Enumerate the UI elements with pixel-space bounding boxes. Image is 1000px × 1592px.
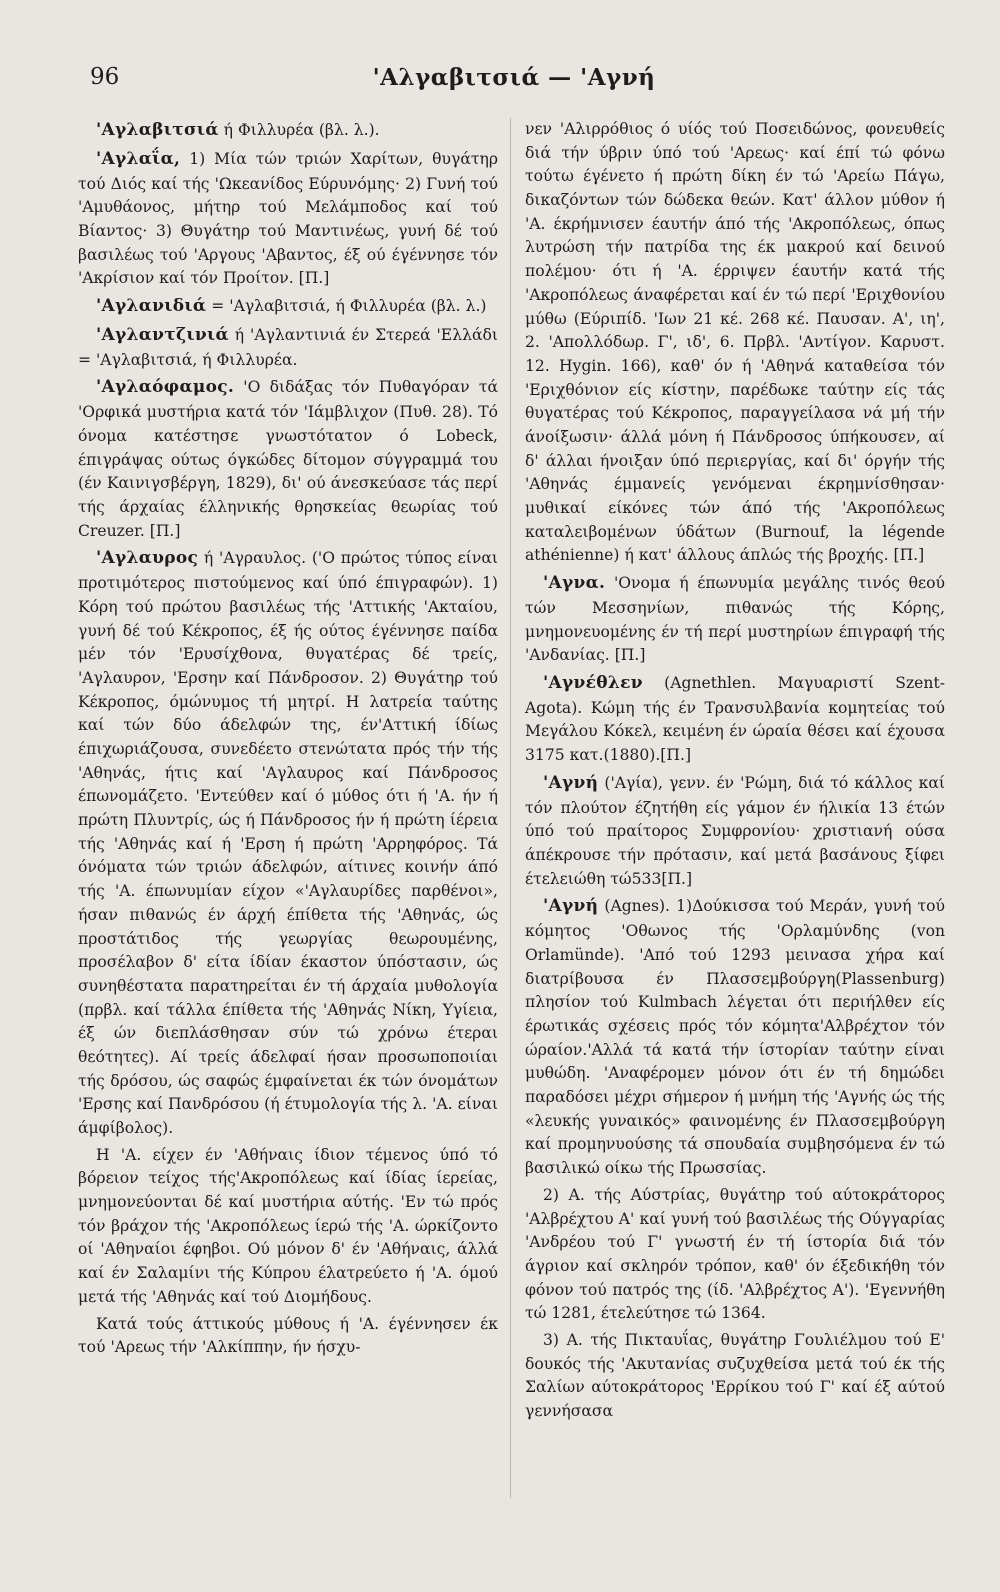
entry-text: ή Φιλλυρέα (βλ. λ.). — [218, 121, 380, 139]
dictionary-entry — [525, 1184, 945, 1326]
dictionary-entry — [525, 671, 945, 768]
entry-headword: 'Αγνέθλεν — [543, 672, 643, 693]
entry-text: 1) Μία τών τριών Χαρίτων, θυγάτηρ τού Διός καί τής 'Ωκεανίδος Εύρυνόμης· 2) Γυνή τού 'Αμυθάονος, μήτηρ τού Μελάμποδος καί τού Βίαντος· 3) Θυγάτηρ τού Μαντινέως, γυνή δέ τού βασιλέως τού 'Αργους 'Αβαντος, έξ ού έγέννησε τόν 'Ακρίσιον καί τόν Προίτον. [Π.] — [78, 149, 498, 288]
right-column — [525, 118, 945, 1427]
dictionary-entry — [525, 894, 945, 1180]
dictionary-entry — [78, 147, 498, 291]
entry-text: νεν 'Αλιρρόθιος ό υίός τού Ποσειδώνος, φονευθείς διά τήν ύβριν ύπό τού 'Αρεως· καί έπί τώ φόνω τούτω έγένετο ή πρώτη δίκη έν τώ 'Αρείω Πάγω, δικαζόντων τών δώδεκα θεών. Κατ' άλλον μύθον ή 'Α. έκρήμνισεν έαυτήν άπό τής 'Ακροπόλεως, όπως λυτρώση τήν πατρίδα της έκ μακρού καί δεινού πολέμου· ότι ή 'Α. έρριψεν έαυτήν κατά τής 'Ακροπόλεως άναφέρεται καί έν τώ περί 'Εριχθονίου μύθω (Εύριπίδ. 'Ιων 21 κέ. 268 κέ. Παυσαν. Α', ιη', 2. 'Απολλόδωρ. Γ', ιδ', 6. Πρβλ. 'Αντίγον. Καρυστ. 12. Hygin. 166), καθ' όν ή 'Αθηνά καταθείσα τόν 'Εριχθόνιον είς κίστην, παρέδωκε ταύτην είς τάς θυγατέρας τού Κέκροπος, παραγγείλασα νά μή τήν άνοίξωσιν· άλλά μόνη ή Πάνδροσος ύπήκουσεν, αί δ' άλλαι ήνοιξαν ύπό περιεργίας, καί δι' όργήν τής 'Αθηνάς έμμανείς γενόμεναι έκρημνίσθησαν· μυθικαί είκόνες τών άπό τής 'Ακροπόλεως καταλειβομένων ύδάτων (Burnouf, la légende athénienne) ή κατ' άλλους άπλώς τής βροχής. [Π.] — [525, 120, 945, 565]
dictionary-entry — [525, 771, 945, 892]
entry-headword: 'Αγλαυρος — [96, 548, 199, 569]
entry-text: 'Ο διδάξας τόν Πυθαγόραν τά 'Ορφικά μυστήρια κατά τόν 'Ιάμβλιχον (Πυθ. 28). Τό όνομα κατέστησε γνωστότατον ό Lobeck, έπιγράψας ούτως όγκώδες δίτομον σύγγραμμά του (έν Καινιγσβέργη, 1829), δι' ού άνεσκεύασε τάς περί τής άρχαίας έλληνικής θρησκείας θεωρίας τού Creuzer. [Π.] — [78, 378, 498, 540]
left-column — [78, 118, 498, 1363]
entry-headword: 'Αγλανιδιά — [96, 296, 207, 317]
dictionary-entry — [78, 546, 498, 1140]
entry-headword: 'Αγλαντζινιά — [96, 324, 229, 345]
entry-text: (Agnethlen. Μαγυαριστί Szent-Agota). Κώμη τής έν Τρανσυλβανία κομητείας τού Μεγάλου Κόκελ, κειμένη έν ώραία θέσει καί έχουσα 3175 κατ.(1880).[Π.] — [525, 673, 945, 765]
entry-headword: 'Αγλαβιτσιά — [96, 120, 219, 140]
running-title: 'Αλγαβιτσιά — 'Αγνή — [372, 64, 656, 91]
entry-text: 2) Α. τής Αύστρίας, θυγάτηρ τού αύτοκράτορος 'Αλβρέχτου Α' καί γυνή τού βασιλέως τής Ούγγαρίας 'Ανδρέου τού Γ' γνωστή έν τή ίστορία διά τόν άγριον καί σκληρόν τρόπον, καθ' όν έξεδικήθη τόν φόνον τού πατρός της (ίδ. 'Αλβρέχτος Α'). 'Εγεννήθη τώ 1281, έτελεύτησε τώ 1364. — [525, 1185, 945, 1323]
entry-text: ή 'Αγραυλος. ('Ο πρώτος τύπος είναι προτιμότερος πιστούμενος καί ύπό έπιγραφών). 1) Κόρη τού πρώτου βασιλέως τής 'Αττικής 'Ακταίου, γυνή δέ τού Κέκροπος, έξ ής ούτος έγέννησε παίδα μέν τόν 'Ερυσίχθονα, θυγατέρας δέ τρείς, 'Αγλαυρον, 'Ερσην καί Πάνδροσον. 2) Θυγάτηρ τού Κέκροπος, όμώνυμος τή μητρί. Η λατρεία ταύτης καί τών δύο άδελφών της, έν'Αττική ίδίως έπιχωριάζουσα, συνεδέετο στενώτατα πρός τήν τής 'Αθηνάς, ήτις καί 'Αγλαυρος καί Πάνδροσος έπωνομάζετο. 'Εντεύθεν καί ό μύθος ότι ή 'Α. ήν ή πρώτη Πλυντρίς, ώς ή Πάνδροσος ήν ή πρώτη ίέρεια τής 'Αθηνάς καί ή 'Ερση ή πρώτη 'Αρρηφόρος. Τά όνόματα τών τριών άδελφών, αίτινες κοινήν άπό τής 'Α. έπωνυμίαν είχον «'Αγλαυρίδες παρθένοι», ήσαν πιθανώς έν άρχή έπίθετα τής 'Αθηνάς, ώς προστάτιδος τής γεωργίας θεωρουμένης, προσέλαβον δ' είτα ίδίαν έκαστον ύπόστασιν, ώς συνηθέστατα παρατηρείται έν τή άρχαία μυθολογία (πρβλ. καί τάλλα έπίθετα τής 'Αθηνάς Νίκη, Υγίεια, έξ ών διεπλάσθησαν σύν τώ χρόνω έτεραι θεότητες). Αί τρείς άδελφαί ήσαν προσωποποιίαι τής δρόσου, ώς σαφώς έμφαίνεται έκ τών όνομάτων 'Ερσης καί Πανδρόσου (ή έτυμολογία τής λ. 'Α. είναι άμφίβολος). — [78, 549, 498, 1138]
dictionary-entry — [525, 571, 945, 668]
entry-headword: 'Αγνα. — [543, 573, 606, 594]
page-number: 96 — [90, 64, 120, 90]
entry-headword: 'Αγνή — [543, 772, 599, 793]
entry-headword: 'Αγλαόφαμος. — [96, 377, 235, 398]
entry-text: ή 'Αγλαντινιά έν Στερεά 'Ελλάδι = 'Αγλαβιτσιά, ή Φιλλυρέα. — [78, 325, 498, 369]
entry-text: (Agnes). 1)Δούκισσα τού Μεράν, γυνή τού κόμητος 'Οθωνος τής 'Ορλαμύνδης (von Orlamünde). 'Από τού 1293 μεινασα χήρα καί διατρίβουσα έν Πλασσεμβούργη(Plassenburg) πλησίον τού Kulmbach λέγεται ότι περιήλθεν είς έρωτικάς σχέσεις πρός τόν κόμητα'Αλβρέχτον τόν ώραίον.'Αλλά τά κατά τήν ίστορίαν ταύτην είναι μυθώδη. 'Αναφέρομεν μόνον ότι έν τή δημώδει παραδόσει μέχρι σήμερον ή μνήμη τής 'Αγνής ώς τής «λευκής γυναικός» φαινομένης έν Πλασσεμβούργη καί προμηνυούσης τά σπουδαία συμβησόμενα έν τώ βασιλικώ οίκω τής Πρωσσίας. — [525, 897, 945, 1178]
entry-headword: 'Αγνή — [543, 896, 599, 917]
dictionary-entry — [78, 323, 498, 373]
column-divider — [510, 118, 511, 1498]
entry-text: Η 'Α. είχεν έν 'Αθήναις ίδιον τέμενος ύπό τό βόρειον τείχος τής'Ακροπόλεως καί ίδίας ίερείας, μνημονεύονται δέ καί μυστήρια αύτής. 'Εν τώ πρός τόν βράχον τής 'Ακροπόλεως ίερώ τής 'Α. ώρκίζοντο οί 'Αθηναίοι έφηβοι. Ού μόνον δ' έν 'Αθήναις, άλλά καί έν Σαλαμίνι τής Κύπρου έλατρεύετο ή 'Α. όμού μετά τής 'Αθηνάς καί τού Διομήδους. — [78, 1145, 498, 1306]
dictionary-entry — [78, 375, 498, 543]
dictionary-entry — [78, 118, 498, 144]
entry-text: 'Ονομα ή έπωνυμία μεγάλης τινός θεού τών Μεσσηνίων, πιθανώς τής Κόρης, μνημονευομένης έν τή περί μυστηρίων έπιγραφή τής 'Ανδανίας. [Π.] — [525, 574, 945, 665]
entry-text: Κατά τούς άττικούς μύθους ή 'Α. έγέννησεν έκ τού 'Αρεως τήν 'Αλκίππην, ήν ήσχυ- — [78, 1314, 498, 1357]
dictionary-entry — [78, 1144, 498, 1310]
entry-text: ('Αγία), γενν. έν 'Ρώμη, διά τό κάλλος καί τόν πλούτον έζητήθη είς γάμον έν ήλικία 13 έτών ύπό τού πραίτορος Συμφρονίου· χριστιανή ούσα άπέκρουσε τήν πρότασιν, καί μετά βασάνους ξίφει έτελειώθη τώ533[Π.] — [525, 773, 945, 888]
entry-text: 3) Α. τής Πικταυΐας, θυγάτηρ Γουλιέλμου τού Ε' δουκός τής 'Ακυτανίας συζυχθείσα μετά τού έκ τής Σαλίων αύτοκράτορος 'Ερρίκου τού Γ' καί έξ αύτού γεννήσασα — [525, 1330, 945, 1420]
entry-text: = 'Αγλαβιτσιά, ή Φιλλυρέα (βλ. λ.) — [206, 297, 487, 316]
entry-headword: 'Αγλαΐα, — [96, 148, 181, 169]
running-head — [90, 64, 938, 98]
dictionary-entry — [525, 118, 945, 568]
dictionary-entry — [78, 294, 498, 320]
dictionary-entry — [78, 1313, 498, 1360]
dictionary-entry — [525, 1329, 945, 1424]
